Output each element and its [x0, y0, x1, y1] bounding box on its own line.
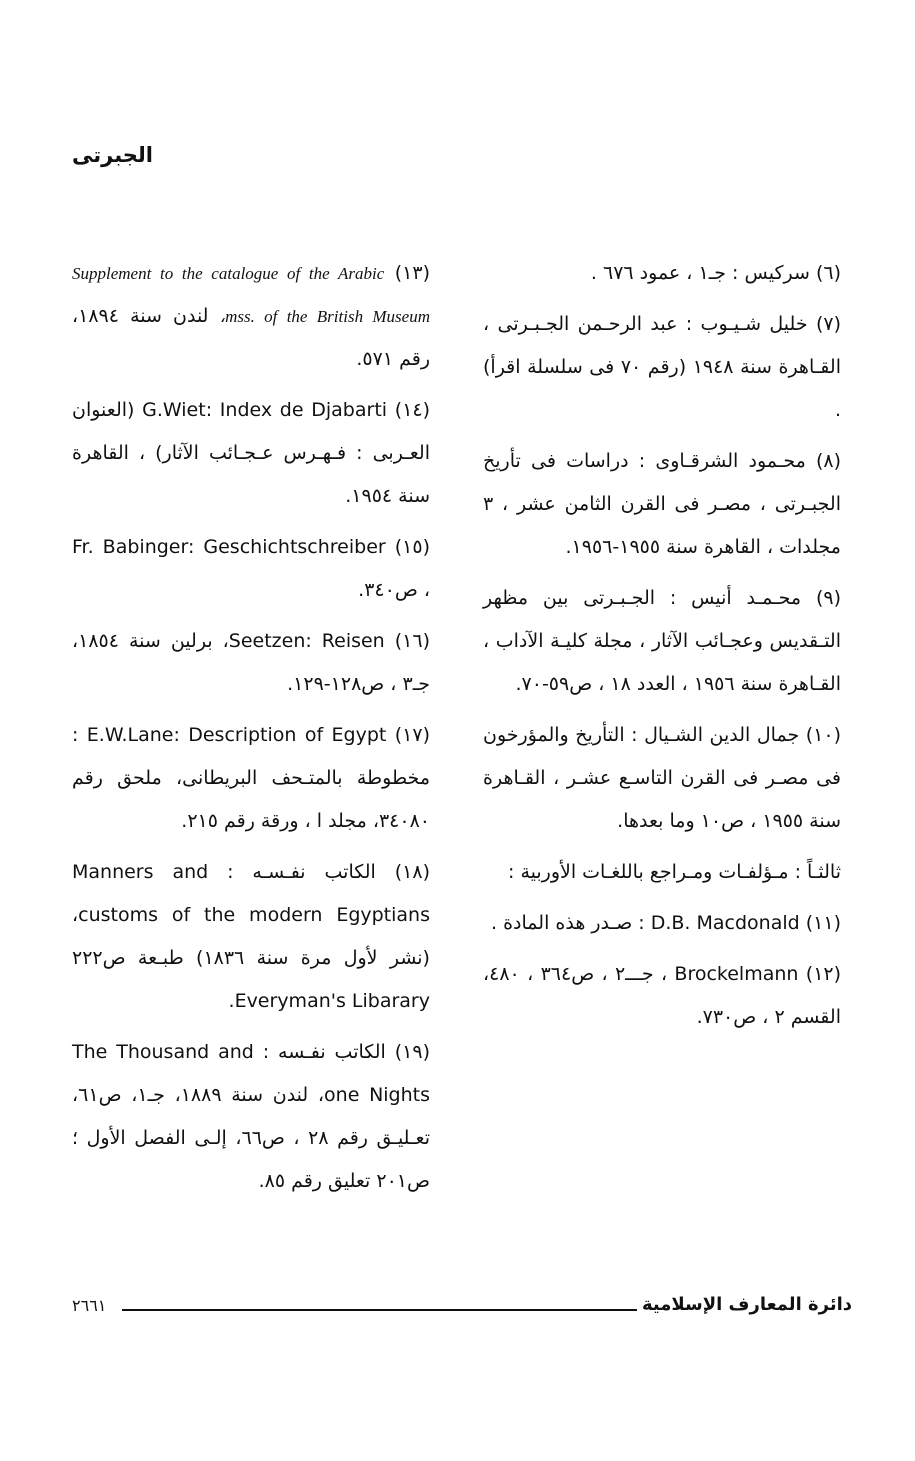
latin-title: Supplement to the catalogue of the Arabic mss. of the British Museum، — [72, 264, 430, 326]
section-heading: ثالثـاً : مـؤلفـات ومـراجع باللغـات الأوربية : — [508, 861, 841, 883]
reference-entry: (٨) محـمود الشرقـاوى : دراسات فى تأريخ الجبـرتى ، مصـر فى القرن الثامن عشر ، ٣ مجلدات ، القاهرة سنة ١٩٥٥-١٩٥٦. — [483, 450, 841, 558]
page-footer — [72, 1294, 852, 1324]
reference-entry: (٧) خليل شـيـوب : عبد الرحـمن الجـبـرتى ، القـاهرة سنة ١٩٤٨ (رقم ٧٠ فى سلسلة اقرأ) . — [483, 313, 841, 421]
reference-entry: (١٧) E.W.Lane: Description of Egypt : مخطوطة بالمتـحف البريطانى، ملحق رقم ٣٤٠٨٠، مجلد ا ، ورقة رقم ٢١٥. — [72, 724, 431, 832]
reference-entry: (١٨) الكاتب نفـسـه : Manners and customs of the modern Egyptians، (نشر لأول مرة سنة ١٨٣٦) طبـعة ص٢٢٢ Everyman's Libarary. — [72, 861, 430, 1012]
reference-entry: (١١) D.B. Macdonald : صـدر هذه المادة . — [491, 912, 841, 934]
journal-title: دائرة المعارف الإسلامية — [641, 1294, 852, 1315]
reference-entry: (١٢) Brockelmann ، جـــ٢ ، ص٣٦٤ ، ٤٨٠، القسم ٢ ، ص٧٣٠. — [483, 963, 842, 1028]
reference-entry: (٩) محـمـد أنيس : الجـبـرتى بين مظهر التـقديس وعجـائب الآثار ، مجلة كليـة الآداب ، القـاهرة سنة ١٩٥٦ ، العدد ١٨ ، ص٥٩-٧٠. — [483, 587, 841, 695]
reference-entry: (١٥) Fr. Babinger: Geschichtschreiber ، ص٣٤٠. — [72, 536, 430, 601]
left-column — [72, 252, 430, 1211]
reference-entry — [72, 252, 430, 381]
reference-entry: (١٩) الكاتب نفـسه : The Thousand and one Nights، لندن سنة ١٨٨٩، جـ١، ص٦١، تعـليـق رقم ٢٨ ، ص٦٦، إلـى الفصل الأول ؛ ص٢٠١ تعليق رقم ٨٥. — [72, 1041, 431, 1192]
reference-entry: (١٠) جمال الدين الشـيال : التأريخ والمؤرخون فى مصـر فى القرن التاسـع عشـر ، القـاهرة سنة ١٩٥٥ ، ص١٠ وما بعدها. — [483, 724, 841, 832]
reference-entry: (٦) سركيس : جـ١ ، عمود ٦٧٦ . — [590, 262, 841, 284]
arabic-text: لندن سنة ١٨٩٤، رقم ٥٧١. — [72, 305, 430, 370]
entry-number: (١٣) — [394, 262, 430, 284]
reference-entry: (١٤) G.Wiet: Index de Djabarti (العنوان العـربى : فـهـرس عـجـائب الآثار) ، القاهرة سنة ١٩٥٤. — [72, 399, 431, 507]
reference-entry: (١٦) Seetzen: Reisen، برلين سنة ١٨٥٤، جـ٣ ، ص١٢٨-١٢٩. — [72, 630, 431, 695]
running-head: الجبرتى — [72, 143, 153, 167]
page-number: ٢٦٦١ — [72, 1296, 107, 1315]
footer-rule — [122, 1309, 637, 1311]
right-column — [483, 252, 841, 1047]
